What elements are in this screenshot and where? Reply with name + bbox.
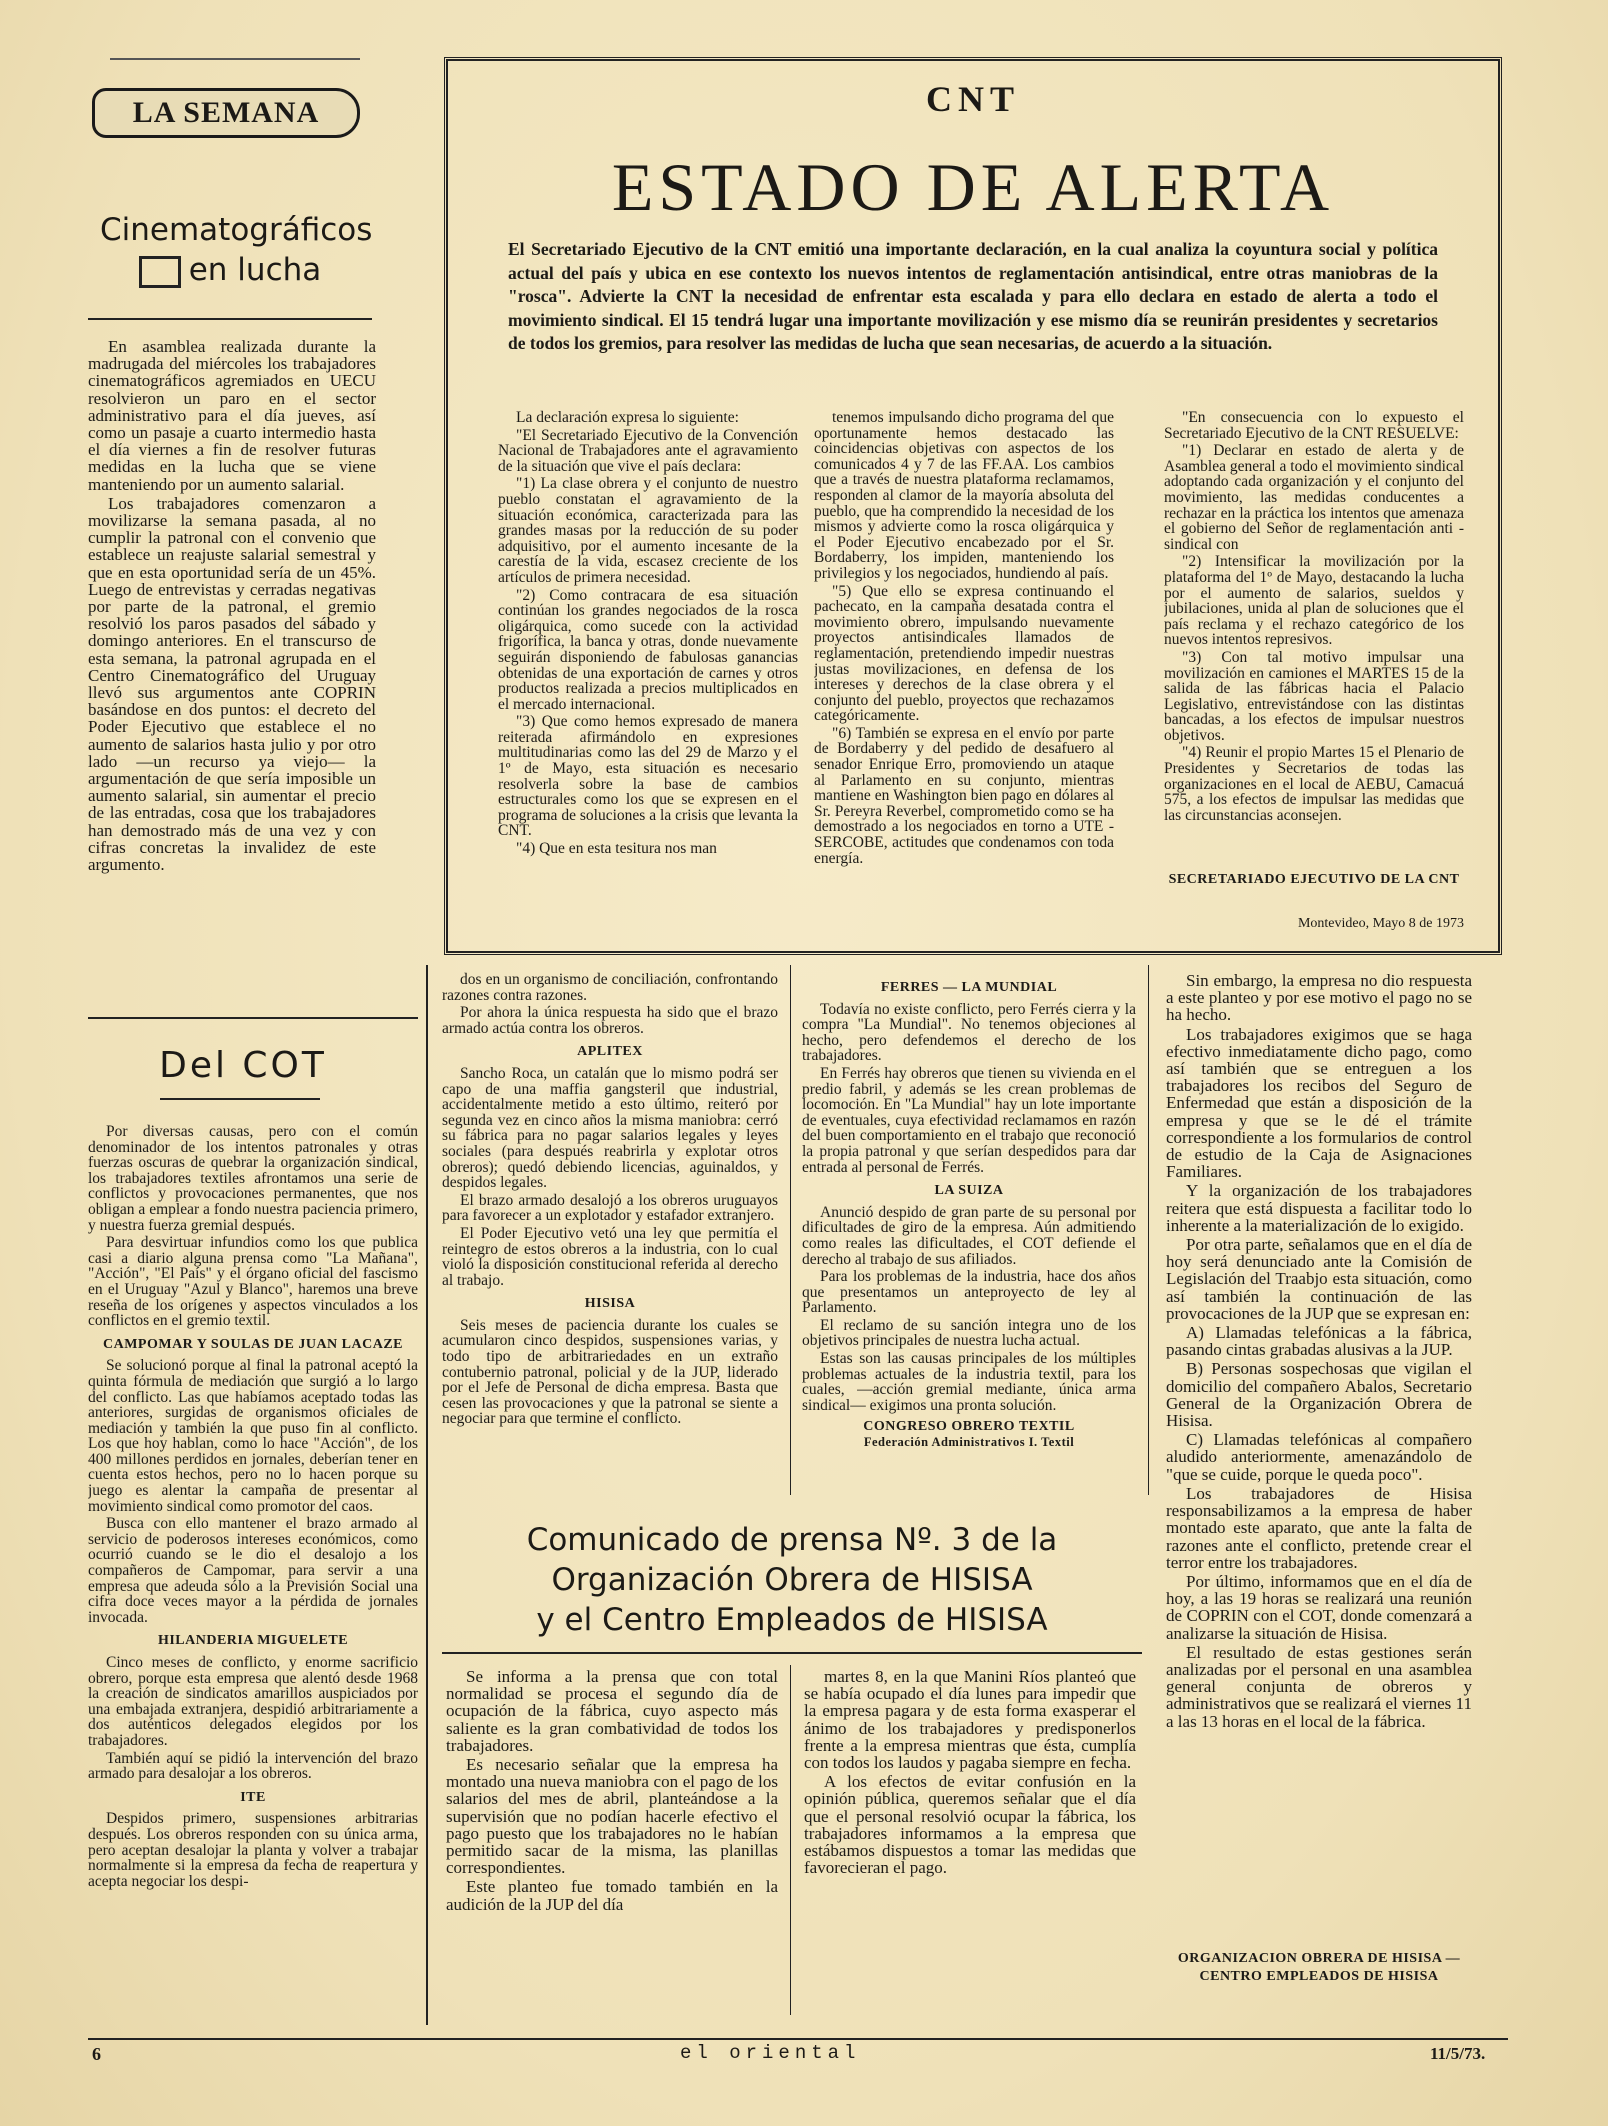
hisisa-paragraph: Los trabajadores exigimos que se haga efectivo inmediatamente dicho pago, como así también que se entreguen a los trabajadores los recibos del Seguro de Enfermedad que están a disposición de la empresa y que se le dé el trámite correspondiente a los formularios de control de estudio de la Caja de Asignaciones Familiares. (1166, 1024, 1472, 1182)
cot-paragraph: Para desvirtuar infundios como los que publica casi a diario alguna prensa como "La Mañana", "Acción", "El País" y el órgano oficial del fascismo en el Uruguay "Azul y Blanco", haremos una breve reseña de los orígenes y aspectos vinculados a los conflictos en el gremio textil. (88, 1234, 418, 1330)
subheading: CAMPOMAR Y SOULAS DE JUAN LACAZE (102, 1336, 404, 1352)
cot-paragraph: Todavía no existe conflicto, pero Ferrés cierra y la compra "La Mundial". No tenemos objeciones al hecho, pero defendemos el derecho de los trabajadores. (802, 1000, 1136, 1065)
hisisa-paragraph: El resultado de estas gestiones serán analizadas por el personal en una asamblea general conjunta de obreros y administrativos que se realizará el viernes 11 a las 13 horas en el local de la fábrica. (1166, 1642, 1472, 1731)
cnt-column-3 (1164, 410, 1464, 880)
hisisa-headline-line1: Comunicado de prensa Nº. 3 de la (526, 1522, 1058, 1558)
cot-paragraph: También aquí se pidió la intervención del brazo armado para desalojar a los obreros. (88, 1749, 418, 1783)
cnt-paragraph: "4) Que en esta tesitura nos man (516, 840, 717, 858)
cot-paragraph: Despidos primero, suspensiones arbitrarias después. Los obreros responden con su única arma, pero aceptan desalojar la planta y volver a trabajar normalmente si la empresa da fecha de reapertura y acepta negociar los despi- (88, 1810, 418, 1890)
cot-paragraph: Por ahora la única respuesta ha sido que el brazo armado actúa contra los obreros. (442, 1004, 778, 1037)
cot-paragraph: dos en un organismo de conciliación, confrontando razones contra razones. (442, 972, 778, 1004)
hisisa-paragraph: Se informa a la prensa que con total normalidad se procesa el segundo día de ocupación de la fábrica, cuyo aspecto más saliente es la gran combatividad de todos los trabajadores. (446, 1668, 778, 1755)
cot-paragraph: Estas son las causas principales de los múltiples problemas actuales de la industria textil, para los cuales, —acción gremial mediante, única arma sindical— exigimos una pronta solución. (802, 1350, 1136, 1414)
cnt-signature: SECRETARIADO EJECUTIVO DE LA CNT (1168, 872, 1460, 887)
cnt-paragraph: "El Secretariado Ejecutivo de la Convención Nacional de Trabajadores ante el agravamiento de la situación que vive el país declara: (498, 426, 798, 475)
cnt-lead: El Secretariado Ejecutivo de la CNT emitió una importante declaración, en la cual analiza la coyuntura social y política actual del país y ubica en ese contexto los nuevos intentos de reglamentación antisindical, entre otras maniobras de la "rosca". Advierte la CNT la necesidad de enfrentar esta escalada y para ello declara en estado de alerta a todo el movimiento sindical. El 15 tendrá lugar una importante movilización y ese mismo día se reunirán presidentes y secretarios de todos los gremios, para resolver las medidas de lucha que sean necesarias, de acuerdo a la situación. (508, 239, 1438, 353)
cine-headline-line1: Cinematográficos (100, 212, 373, 248)
subheading: FERRES — LA MUNDIAL (880, 980, 1058, 995)
hisisa-headline (442, 1520, 1142, 1640)
cnt-paragraph: "6) También se expresa en el envío por parte de Bordaberry y del pedido de desafuero al senador Enrique Erro, promoviendo un ataque al Parlamento en su conjunto, mientras mantiene en Washington bien pago en dólares al Sr. Pereyra Reverbel, comprometido como se ha demostrado a los negociados en torno a UTE - SERCOBE, actitudes que condenamos con toda energía. (814, 724, 1114, 867)
cot-paragraph: En Ferrés hay obreros que tienen su vivienda en el predio fabril, y además se les crean problemas de locomoción. En "La Mundial" hay un lote importante de eventuales, cuya efectividad reclamamos en razón del buen comportamiento en el trabajo que reconoció la propia patronal y que serían despedidos para dar entrada al personal de Ferrés. (802, 1064, 1136, 1176)
cot-column-2 (442, 972, 778, 1497)
cnt-headline: ESTADO DE ALERTA (611, 149, 1335, 225)
cine-body (88, 338, 376, 1008)
cnt-kicker: CNT (925, 79, 1020, 119)
hisisa-paragraph: Los trabajadores de Hisisa responsabilizamos a la empresa de haber montado este aparato, que ante la falta de razones ante el conflicto, pretende crear el terror entre los trabajadores. (1166, 1483, 1472, 1572)
page-number: 6 (92, 2044, 101, 2064)
hisisa-paragraph: C) Llamadas telefónicas al compañero aludido anteriormente, amenazándolo de "que se cuide, porque le queda poco". (1166, 1430, 1472, 1484)
cnt-paragraph: tenemos impulsando dicho programa del que oportunamente hemos destacado las coincidencias objetivas con aspectos de los comunicados 4 y 7 de las FF.AA. Los cambios que a través de nuestra plataforma reclamamos, responden al clamor de la mayoría absoluta del pueblo, que ha comprendido la necesidad de los mismos y advierte como la rosca oligárquica y el Poder Ejecutivo encabezado por el Sr. Bordaberry, los impiden, manteniendo los privilegios y los negociados, hundiendo al país. (814, 410, 1114, 582)
hisisa-signature: ORGANIZACION OBRERA DE HISISA — CENTRO EMPLEADOS DE HISISA (1177, 1951, 1461, 1984)
subheading: ITE (240, 1789, 266, 1805)
column-rule-3 (1148, 965, 1149, 1495)
cot-headline: Del COT (159, 1045, 327, 1086)
hisisa-headline-rule (442, 1652, 1142, 1654)
cot-paragraph: El Poder Ejecutivo vetó una ley que permitía el reintegro de estos obreros a la industria, con lo cual violó la disposición constitucional referida al derecho al trabajo. (442, 1224, 778, 1289)
cnt-paragraph: "3) Con tal motivo impulsar una movilización en camiones el MARTES 15 de la salida de las fábricas hacia el Palacio Legislativo, entrevistándose con las distintas bancadas, a los efectos de impulsar nuestros objetivos. (1164, 648, 1464, 744)
hisisa-paragraph: Este planteo fue tomado también en la audición de la JUP del día (446, 1877, 778, 1914)
cnt-paragraph: "3) Que como hemos expresado de manera reiterada afirmándolo en expresiones multitudinarias como las del 29 de Marzo y el 1º de Mayo, esta situación es necesario resolverla sobre la base de cambios estructurales como los que se expresen en el programa de soluciones a la crisis que levanta la CNT. (498, 713, 798, 840)
section-badge: LA SEMANA (92, 88, 360, 138)
cnt-paragraph: "1) La clase obrera y el conjunto de nuestro pueblo constatan el agravamiento de la situación económica, caracterizada para las grandes masas por la reducción de su poder adquisitivo, por el aumento incesante de la carestía de la vida, escasez creciente de los artículos de primera necesidad. (498, 475, 798, 586)
cine-bottom-rule (88, 1017, 418, 1019)
hisisa-headline-line3: y el Centro Empleados de HISISA (536, 1602, 1048, 1638)
column-rule-2 (790, 965, 791, 1495)
cnt-column-2 (814, 410, 1114, 930)
cine-headline (100, 210, 373, 290)
subheading: APLITEX (577, 1044, 643, 1060)
cot-column-3 (802, 972, 1136, 1492)
cot-signature: Federación Administrativos I. Textil (863, 1435, 1075, 1450)
cot-paragraph: El brazo armado desalojó a los obreros uruguayos para favorecer a un explotador y estafador extranjero. (442, 1191, 778, 1225)
cot-paragraph: Por diversas causas, pero con el común denominador de los intentos patronales y otras fuerzas oscuras de quebrar la organización sindical, los trabajadores textiles afrontamos una serie de conflictos y provocaciones permanentes, que nos obligan a emplear a fondo nuestra paciencia primero, y nuestra fuerza gremial después. (88, 1124, 418, 1234)
cnt-paragraph: La declaración expresa lo siguiente: (516, 410, 739, 426)
cine-paragraph: Los trabajadores comenzaron a movilizarse la semana pasada, al no cumplir la patronal con el convenio que establece un reajuste salarial semestral y que en esta oportunidad sería de un 45%. Luego de entrevistas y cerradas negativas por parte de la patronal, el gremio resolvió los paros pasados del sábado y domingo anteriores. En el transcurso de esta semana, la patronal agrupada en el Centro Cinematográfico del Uruguay llevó sus argumentos ante COPRIN basándose en dos puntos: el decreto del Poder Ejecutivo que establece el no aumento de salarios hasta julio y por otro lado —un recurso ya viejo— la argumentación de que sería imposible un aumento salarial, sin aumentar el precio de las entradas, cosa que los trabajadores han demostrado más de una vez y con cifras concretas la invalidez de este argumento. (88, 493, 376, 875)
cine-headline-line2-text: en lucha (188, 252, 322, 288)
cnt-paragraph: "4) Reunir el propio Martes 15 el Plenario de Presidentes y Secretarios de todas las organizaciones en el local de AEBU, Camacuá 575, a los efectos de impulsar las medidas que las circunstancias aconsejen. (1164, 744, 1464, 824)
hisisa-paragraph: Por otra parte, señalamos que en el día de hoy será denunciado ante la Comisión de Legislación del Traabjo esta situación, como así también la continuación de las provocaciones de la JUP que se expresan en: (1166, 1235, 1472, 1323)
cot-paragraph: Se solucionó porque al final la patronal aceptó la quinta fórmula de mediación que surgió a lo largo del conflicto. Las que habíamos aceptado todas las anteriores, surgidas de organismos oficiales de mediación y también la que puso fin al conflicto. Los que hoy hablan, como lo hace "Acción", de los 400 millones perdidos en jornales, deberían tener en cuenta estos hechos, pero no lo hacen porque su juego es alentar la campaña de presentar al movimiento sindical como promotor del caos. (88, 1357, 418, 1515)
cot-paragraph: El reclamo de su sanción integra uno de los objetivos principales de nuestra lucha actual. (802, 1316, 1136, 1350)
cine-paragraph: En asamblea realizada durante la madrugada del miércoles los trabajadores cinematográficos agremiados en UECU resolvieron un paro en el sector administrativo para el día jueves, así como un pasaje a cuarto intermedio hasta el día viernes a fin de resolver futuras medidas en la lucha que se viene manteniendo por un aumento salarial. (88, 338, 376, 494)
hisisa-paragraph: Es necesario señalar que la empresa ha montado una nueva maniobra con el pago de los salarios del mes de abril, planteándose a la supervisión que no podían hacerle efectivo el pago puesto que los trabajadores no le habían permitido sacar de la misma, las planillas correspondientes. (446, 1755, 778, 1878)
cine-headline-line2 (100, 250, 360, 290)
film-icon (139, 256, 181, 288)
cot-signature: CONGRESO OBRERO TEXTIL (863, 1419, 1075, 1435)
issue-date: 11/5/73. (1430, 2044, 1486, 2063)
subheading: HILANDERIA MIGUELETE (157, 1633, 349, 1649)
top-rule (110, 58, 360, 60)
hisisa-headline-line2: Organización Obrera de HISISA (551, 1562, 1033, 1598)
cot-headline-rule (160, 1098, 320, 1100)
hisisa-paragraph: A) Llamadas telefónicas a la fábrica, pasando cintas grabadas alusivas a la JUP. (1166, 1323, 1472, 1360)
hisisa-column-3 (1166, 972, 1472, 1942)
cot-paragraph: Sancho Roca, un catalán que lo mismo podrá ser capo de una maffia gangsteril que industrial, accidentalmente metido a esto último, reiteró por segunda vez en cinco años la misma maniobra: cerró su fábrica para no pagar salarios legales y leyes sociales (para después reabrirla y explotar otros obreros); quedó debiendo licencias, aguinaldos, y despidos legales. (442, 1064, 778, 1192)
cnt-column-1 (498, 410, 798, 930)
hisisa-paragraph: Por último, informamos que en el día de hoy, a las 19 horas se realizará una reunión de COPRIN con el COT, donde comenzará a analizarse la situación de Hisisa. (1166, 1571, 1472, 1643)
cnt-date: Montevideo, Mayo 8 de 1973 (1297, 916, 1464, 931)
hisisa-paragraph: A los efectos de evitar confusión en la opinión pública, queremos señalar que el día que el personal resolvió ocupar la fábrica, los trabajadores informamos a la empresa que estábamos dispuestos a tomar las medidas que favorecieran el pago. (804, 1772, 1136, 1878)
hisisa-paragraph: Sin embargo, la empresa no dio respuesta a este planteo y por ese motivo el pago no se ha hecho. (1166, 972, 1472, 1025)
cot-paragraph: Cinco meses de conflicto, y enorme sacrificio obrero, porque esta empresa que alentó desde 1968 la creación de sindicatos amarillos auspiciados por una embajada extranjera, despidió arbitrariamente a dos auténticos delegados elegidos por los trabajadores. (88, 1654, 418, 1749)
cnt-paragraph: "2) Intensificar la movilización por la plataforma del 1º de Mayo, destacando la lucha por el aumento de salarios, sueldos y jubilaciones, unida al plan de soluciones que el país reclama y el rechazo categórico de los nuevos intentos represivos. (1164, 553, 1464, 649)
subheading: LA SUIZA (934, 1183, 1004, 1199)
hisisa-column-2 (804, 1668, 1136, 2018)
hisisa-column-1 (446, 1668, 778, 2018)
cnt-paragraph: "5) Que ello se expresa continuando el pachecato, en la campaña desatada contra el movimiento obrero, impulsando nuevamente proyectos antisindicales llamados de reglamentación, pretendiendo impedir nuestras justas movilizaciones, en defensa de los intereses y derechos de la clase obrera y el conjunto del pueblo, proyectos que rechazamos categóricamente. (814, 582, 1114, 725)
cot-column-1 (88, 1124, 418, 2034)
cot-paragraph: Busca con ello mantener el brazo armado al servicio de poderosos intereses económicos, como ocurrió cuando se le dio el desalojo a los compañeros de Campomar, para servir a una empresa que adeuda sólo a la Previsión Social una cifra doce veces mayor a la pérdida de jornales invocada. (88, 1515, 418, 1626)
hisisa-paragraph: Y la organización de los trabajadores reitera que está dispuesta a facilitar todo lo inherente a la materialización de lo exigido. (1166, 1181, 1472, 1235)
footer-rule (88, 2038, 1508, 2040)
hisisa-column-rule (790, 1665, 791, 2015)
hisisa-paragraph: B) Personas sospechosas que vigilan el domicilio del compañero Abalos, Secretario General de la Organización Obrera de Hisisa. (1166, 1359, 1472, 1431)
subheading: HISISA (584, 1296, 636, 1312)
cine-rule (88, 318, 372, 320)
cnt-paragraph: "2) Como contracara de esa situación continúan los grandes negociados de la rosca oligárquica, como sucede con la actividad frigorífica, la banca y otras, donde nuevamente seguirán disponiendo de fabulosas ganancias obtenidas de una exportación de carnes y otros productos realizada a precios multiplicados en el mercado internacional. (498, 586, 798, 713)
column-rule-1 (426, 965, 428, 2025)
cnt-paragraph: "En consecuencia con lo expuesto el Secretariado Ejecutivo de la CNT RESUELVE: (1164, 410, 1464, 442)
cot-paragraph: Para los problemas de la industria, hace dos años que presentamos un anteproyecto de ley al Parlamento. (802, 1268, 1136, 1317)
hisisa-paragraph: martes 8, en la que Manini Ríos planteó que se había ocupado el día lunes para impedir que la empresa pagara y de esta forma exasperar el ánimo de los trabajadores y predisponerlos frente a la empresa mientras que ésta, cumplía con todos los laudos y pagaba siempre en fecha. (804, 1668, 1136, 1773)
cnt-paragraph: "1) Declarar en estado de alerta y de Asamblea general a todo el movimiento sindical adoptando cada organización y el conjunto del movimiento, las medidas conducentes a rechazar en la práctica los intentos que amenaza el gobierno del Señor de reglamentación anti - sindical con (1164, 442, 1464, 553)
cot-paragraph: Seis meses de paciencia durante los cuales se acumularon cinco despidos, suspensiones varias, y todo tipo de arbitrariedades en un extraño contubernio patronal, policial y de la JUP, liderado por el Jefe de Personal de dicha empresa. Basta que cesen las provocaciones y que la patronal se siente a negociar para que termine el conflicto. (442, 1316, 778, 1428)
paper-name: el oriental (680, 2042, 861, 2064)
cot-paragraph: Anunció despido de gran parte de su personal por dificultades de giro de la empresa. Aún admitiendo como reales las dificultades, el COT defiende el derecho al trabajo de sus afiliados. (802, 1203, 1136, 1268)
